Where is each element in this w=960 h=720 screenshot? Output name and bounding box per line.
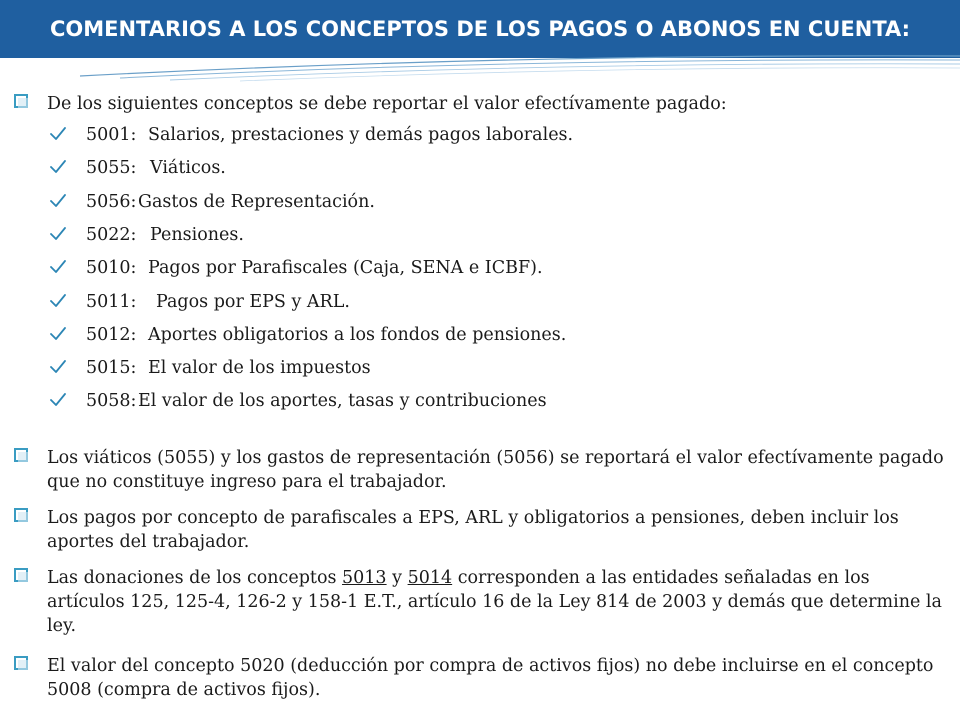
concept-code: 5056: [86,191,137,212]
note-viaticos-text: Los viáticos (5055) y los gastos de representación (5056) se reportará el valor efectívamente pagado que no constituye ingreso para el trabajador. [47,448,944,492]
concept-description: Pensiones. [150,224,244,245]
concept-description: El valor de los impuestos [148,358,371,379]
concept-code: 5011: [86,291,137,312]
note-parafiscales-text: Los pagos por concepto de parafiscales a EPS, ARL y obligatorios a pensiones, deben incluir los aportes del trabajador. [47,508,899,552]
checkmark-icon [50,227,66,241]
square-bullet-icon [14,448,30,464]
concept-code: 5012: [86,324,137,345]
concept-code: 5058: [86,391,137,412]
concept-code: 5010: [86,258,137,279]
checkmark-icon [50,360,66,374]
concept-description: Pagos por EPS y ARL. [156,291,350,312]
concept-description: Aportes obligatorios a los fondos de pensiones. [148,324,567,345]
checkmark-icon [50,294,66,308]
slide-header [0,0,960,58]
checkmark-icon [50,393,66,407]
concept-description: Pagos por Parafiscales (Caja, SENA e ICBF). [148,258,543,279]
concept-code-5014: 5014 [407,568,453,588]
checkmark-icon [50,260,66,274]
square-bullet-icon [14,568,30,584]
concept-code: 5015: [86,358,137,379]
concept-description: El valor de los aportes, tasas y contribuciones [138,391,547,412]
concept-description: Gastos de Representación. [138,191,375,212]
intro-text: De los siguientes conceptos se debe reportar el valor efectívamente pagado: [47,94,727,114]
note-donaciones-mid: y [386,568,408,588]
note-viaticos [14,446,944,494]
note-donaciones-text [47,566,944,638]
concept-code-5013: 5013 [342,568,387,588]
note-donaciones-pre: Las donaciones de los conceptos [47,568,343,588]
checkmark-icon [50,327,66,341]
square-bullet-icon [14,94,30,110]
note-donaciones [14,566,944,638]
square-bullet-icon [14,508,30,524]
checkmark-icon [50,160,66,174]
concept-description: Salarios, prestaciones y demás pagos laborales. [148,125,574,145]
concept-description: Viáticos. [150,158,226,179]
header-swoosh-decoration [0,52,960,84]
checkmark-icon [50,194,66,208]
concept-code: 5055: [86,158,137,179]
slide-title: COMENTARIOS A LOS CONCEPTOS DE LOS PAGOS O ABONOS EN CUENTA: [49,17,911,41]
concept-code: 5001: [86,125,137,145]
intro-item [14,92,944,116]
note-activos-text: El valor del concepto 5020 (deducción por compra de activos fijos) no debe incluirse en el concepto 5008 (compra de activos fijos). [47,656,934,700]
checkmark-icon [50,127,66,141]
concept-code: 5022: [86,224,137,245]
square-bullet-icon [14,656,30,672]
note-donaciones-post: corresponden a las entidades señaladas en los artículos 125, 125-4, 126-2 y 158-1 E.T., artículo 16 de la Ley 814 de 2003 y demás que determine la ley. [47,568,942,636]
note-parafiscales [14,506,944,554]
note-activos [14,654,944,702]
